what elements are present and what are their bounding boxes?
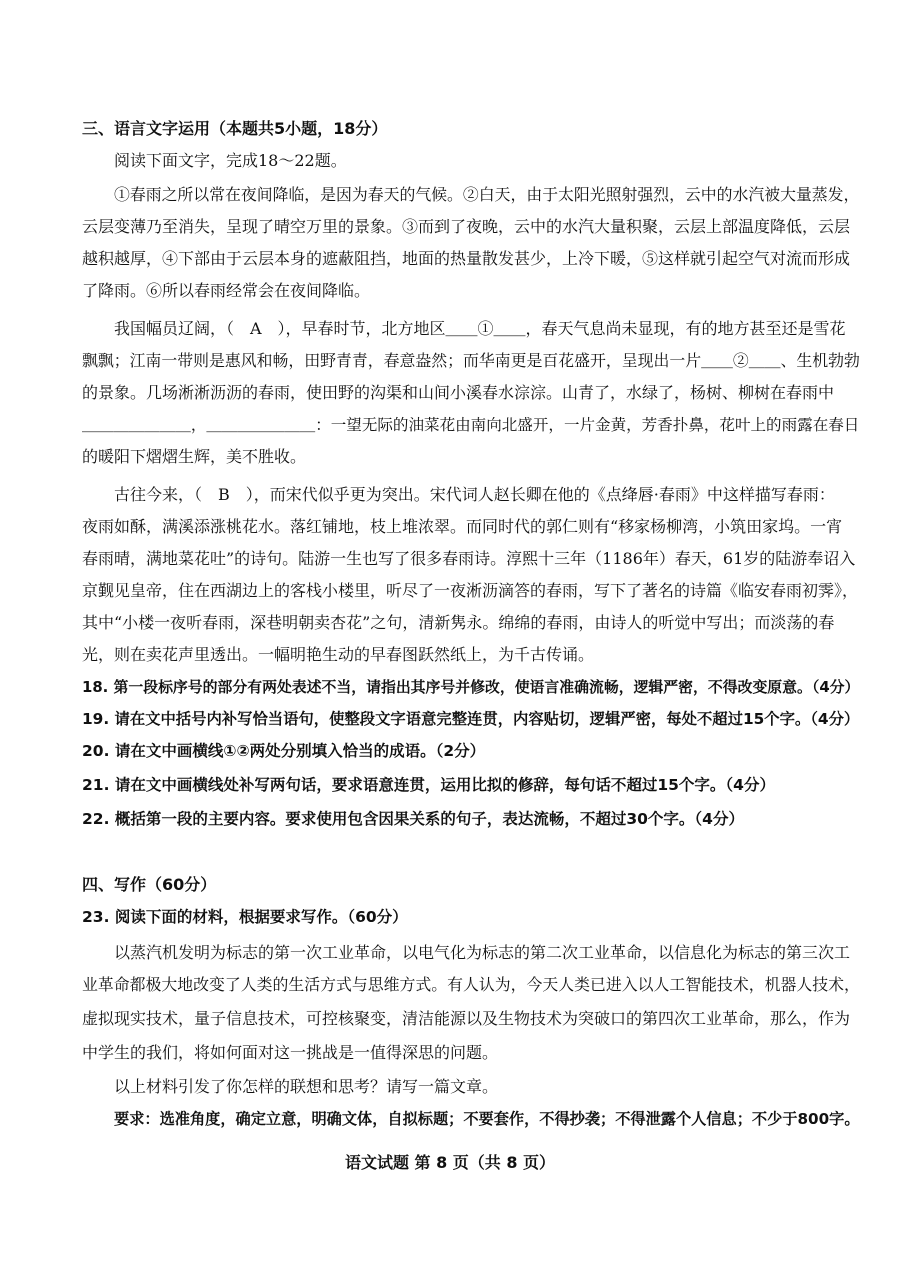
- question-18: 18. 第一段标序号的部分有两处表述不当，请指出其序号并修改，使语言准确流畅，逻辑严密，不得改变原意。（4分）: [82, 678, 860, 696]
- paragraph-line: 京觐见皇帝，住在西湖边上的客栈小楼里，听尽了一夜淅沥滴答的春雨，写下了著名的诗篇《临安春雨初霁》，: [82, 581, 859, 600]
- paragraph-line: 飘飘；江南一带则是惠风和畅，田野青青，春意盎然；而华南更是百花盛开，呈现出一片＿＿②＿＿、生机勃勃: [82, 351, 860, 370]
- paragraph-line: 我国幅员辽阔，（ A ），早春时节，北方地区＿＿①＿＿，春天气息尚未显现，有的地方甚至还是雪花: [114, 319, 846, 338]
- paragraph-line: 古往今来，（ B ），而宋代似乎更为突出。宋代词人赵长卿在他的《点绛唇·春雨》中这样描写春雨：: [114, 485, 835, 504]
- paragraph-line: 夜雨如酥，满溪添涨桃花水。落红铺地，枝上堆浓翠。而同时代的郭仁则有“移家杨柳湾，小筑田家坞。一宵: [82, 517, 843, 536]
- paragraph-line: ＿＿＿＿＿＿＿，＿＿＿＿＿＿＿：一望无际的油菜花由南向北盛开，一片金黄，芳香扑鼻，花叶上的雨露在春日: [82, 416, 860, 434]
- writing-prompt: 以上材料引发了你怎样的联想和思考？请写一篇文章。: [114, 1077, 499, 1096]
- section3-intro: 阅读下面文字，完成18～22题。: [114, 151, 347, 170]
- paragraph-line: 光，则在卖花声里透出。一幅明艳生动的早春图跃然纸上，为千古传诵。: [82, 645, 595, 664]
- paragraph-line: 的景象。几场淅淅沥沥的春雨，使田野的沟渠和山间小溪春水淙淙。山青了，水绿了，杨树、柳树在春雨中: [82, 383, 835, 402]
- page-footer: 语文试题 第 8 页（共 8 页）: [344, 1153, 556, 1172]
- section4-title: 四、写作（60分）: [82, 875, 217, 894]
- writing-requirements: 要求：选准角度，确定立意，明确文体，自拟标题；不要套作，不得抄袭；不得泄露个人信息；不少于800字。: [114, 1110, 860, 1128]
- paragraph-line: 云层变薄乃至消失，呈现了晴空万里的景象。③而到了夜晚，云中的水汽大量积聚，云层上部温度降低，云层: [82, 217, 851, 236]
- section3-title: 三、语言文字运用（本题共5小题，18分）: [82, 119, 388, 138]
- material-line: 以蒸汽机发明为标志的第一次工业革命，以电气化为标志的第二次工业革命，以信息化为标志的第三次工: [114, 943, 851, 962]
- paragraph-line: 了降雨。⑥所以春雨经常会在夜间降临。: [82, 281, 371, 300]
- question-21: 21. 请在文中画横线处补写两句话，要求语意连贯，运用比拟的修辞，每句话不超过15个字。（4分）: [82, 776, 775, 794]
- question-20: 20. 请在文中画横线①②两处分别填入恰当的成语。（2分）: [82, 742, 486, 760]
- material-line: 中学生的我们，将如何面对这一挑战是一值得深思的问题。: [82, 1043, 499, 1062]
- question-22: 22. 概括第一段的主要内容。要求使用包含因果关系的句子，表达流畅，不超过30个字。（4分）: [82, 810, 744, 828]
- paragraph-line: ①春雨之所以常在夜间降临，是因为春天的气候。②白天，由于太阳光照射强烈，云中的水汽被大量蒸发，: [114, 185, 860, 204]
- paragraph-line: 春雨晴，满地菜花吐”的诗句。陆游一生也写了很多春雨诗。淳熙十三年（1186年）春天，61岁的陆游奉诏入: [82, 549, 856, 568]
- material-line: 虚拟现实技术，量子信息技术，可控核聚变，清洁能源以及生物技术为突破口的第四次工业革命，那么，作为: [82, 1009, 851, 1028]
- paragraph-line: 的暖阳下熠熠生辉，美不胜收。: [82, 447, 307, 466]
- question-23: 23. 阅读下面的材料，根据要求写作。（60分）: [82, 908, 408, 926]
- paragraph-line: 越积越厚，④下部由于云层本身的遮蔽阻挡，地面的热量散发甚少，上冷下暖，⑤这样就引起空气对流而形成: [82, 249, 851, 268]
- material-line: 业革命都极大地改变了人类的生活方式与思维方式。有人认为，今天人类已进入以人工智能技术，机器人技术，: [82, 975, 860, 994]
- question-19: 19. 请在文中括号内补写恰当语句，使整段文字语意完整连贯，内容贴切，逻辑严密，每处不超过15个字。（4分）: [82, 710, 860, 728]
- paragraph-line: 其中“小楼一夜听春雨，深巷明朝卖杏花”之句，清新隽永。绵绵的春雨，由诗人的听觉中写出；而淡荡的春: [82, 613, 835, 632]
